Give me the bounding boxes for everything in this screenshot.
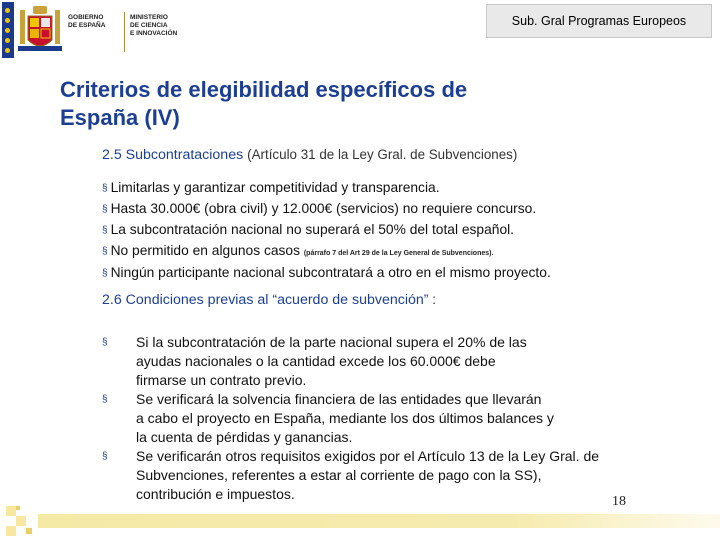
ministerio-label: MINISTERIO DE CIENCIA E INNOVACIÓN [130, 14, 178, 37]
eu-stars-strip [2, 2, 14, 58]
page-number: 18 [612, 494, 626, 509]
list-item: § No permitido en algunos casos (párrafo 7 del Art 29 de la Ley General de Subvenciones). [102, 243, 494, 258]
section-heading-condiciones [102, 292, 436, 308]
list-item: § Si la subcontratación de la parte nacional supera el 20% de las ayudas nacionales o la cantidad excede los 60.000€ debe firmarse un contrato previo. [102, 334, 527, 388]
list-item: § Se verificará la solvencia financiera de las entidades que llevarán a cabo el proyecto en España, mediante los dos últimos balances y la cuenta de pérdidas y ganancias. [102, 391, 554, 445]
bullet-icon: § [102, 183, 108, 194]
department-tag: Sub. Gral Programas Europeos [486, 4, 712, 38]
bullet-icon: § [102, 337, 108, 348]
section-heading-subcontrataciones [102, 147, 517, 163]
coat-of-arms-icon [18, 6, 62, 56]
bullet-icon: § [102, 246, 108, 257]
list-item: § La subcontratación nacional no superará el 50% del total español. [102, 222, 515, 237]
bullet-icon: § [102, 451, 108, 462]
government-logo [2, 2, 192, 62]
bullet-icon: § [102, 394, 108, 405]
list-item: § Limitarlas y garantizar competitividad y transparencia. [102, 180, 440, 195]
slide-title [60, 76, 620, 132]
section-heading-text: 2.6 Condiciones previas al “acuerdo de subvención” [102, 292, 429, 308]
list-item: § Se verificarán otros requisitos exigidos por el Artículo 13 de la Ley Gral. de Subvenciones, referentes a estar al corriente de pago con la SS), contribución e impuestos. [102, 448, 600, 502]
logo-divider [124, 12, 125, 52]
bottom-decoration [0, 506, 720, 540]
gobierno-label: GOBIERNO DE ESPAÑA [68, 14, 106, 29]
slide-title-line1: Criterios de elegibilidad específicos de [60, 77, 468, 102]
section-heading-note: (Artículo 31 de la Ley Gral. de Subvenciones) [247, 147, 518, 162]
list-item: § Ningún participante nacional subcontratará a otro en el mismo proyecto. [102, 265, 551, 280]
bullet-icon: § [102, 225, 108, 236]
section-heading-tail: : [428, 292, 436, 307]
bullet-icon: § [102, 268, 108, 279]
list-item: § Hasta 30.000€ (obra civil) y 12.000€ (servicios) no requiere concurso. [102, 201, 537, 216]
condiciones-list [102, 333, 682, 504]
section-heading-text: 2.5 Subcontrataciones [102, 147, 244, 163]
bullet-icon: § [102, 204, 108, 215]
subcontrataciones-list [102, 178, 662, 284]
slide-title-line2: España (IV) [60, 105, 180, 130]
legal-reference-note: (párrafo 7 del Art 29 de la Ley General de Subvenciones). [303, 250, 494, 257]
